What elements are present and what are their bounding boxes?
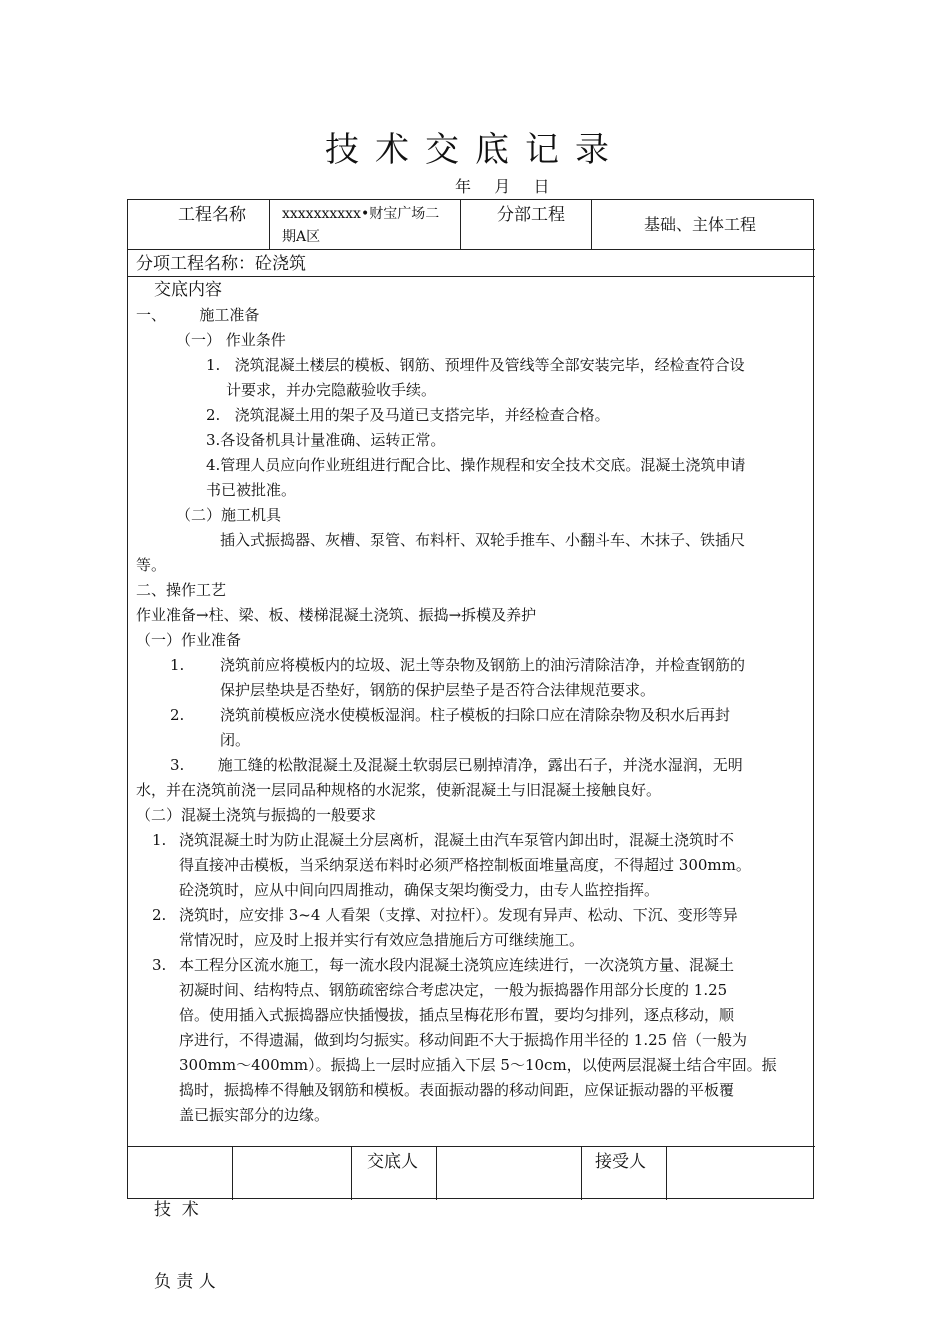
- tech-lead-label-line1: 技 术: [154, 1200, 199, 1220]
- content-heading: 交底内容: [154, 280, 222, 300]
- list-item-line: 浇筑混凝土时为防止混凝土分层离析，混凝土由汽车泵管内卸出时，混凝土浇筑时不: [179, 831, 735, 849]
- list-item-line: 3. 施工缝的松散混凝土及混凝土软弱层已剔掉清净，露出石子，并浇水湿润，无明: [170, 756, 743, 774]
- header-col-divider-2: [460, 200, 461, 249]
- list-item-number: 2.: [152, 906, 167, 924]
- list-item: [136, 828, 806, 903]
- footer-col-divider-5: [666, 1146, 667, 1200]
- list-item-line: 得直接冲击模板，当采纳泵送布料时必须严格控制板面堆量高度，不得超过 300mm。: [179, 856, 751, 874]
- header-col-divider-1: [269, 200, 270, 249]
- list-item: [136, 953, 806, 1128]
- tools-text: 插入式振捣器、灰槽、泵管、布料杆、双轮手推车、小翻斗车、木抹子、铁插尺: [220, 531, 746, 549]
- date-line: 年 月 日: [455, 177, 552, 196]
- footer-col-divider-4: [581, 1146, 582, 1200]
- list-item: [136, 653, 806, 703]
- list-item-number: 3.: [152, 956, 167, 974]
- list-item-line: 盖已振实部分的边缘。: [179, 1106, 330, 1124]
- list-item: [136, 703, 806, 753]
- list-item-line: 浇筑前模板应浇水使模板湿润。柱子模板的扫除口应在清除杂物及积水后再封: [220, 706, 731, 724]
- section-1-1-heading: （一） 作业条件: [176, 331, 286, 349]
- tech-lead-label-line2: 负 责 人: [154, 1272, 216, 1292]
- list-item-number: 1.: [152, 831, 167, 849]
- section-2-heading: 二、操作工艺: [136, 581, 227, 599]
- section-1-heading: 一、 施工准备: [136, 306, 260, 324]
- list-item-line: 浇筑前应将模板内的垃圾、泥土等杂物及钢筋上的油污清除洁净，并检查钢筋的: [220, 656, 746, 674]
- sub-project-value: 基础、主体工程: [644, 215, 757, 234]
- list-item-line: 300mm～400mm）。振捣上一层时应插入下层 5～10cm，以使两层混凝土结合牢固。振: [179, 1056, 777, 1074]
- list-item-line: 保护层垫块是否垫好，钢筋的保护层垫子是否符合法律规范要求。: [220, 681, 656, 699]
- document-title: 技术交底记录: [325, 130, 625, 170]
- project-name-value-line1: xxxxxxxxxx•财宝广场二: [282, 206, 440, 222]
- list-item-line: 本工程分区流水施工，每一流水段内混凝土浇筑应连续进行，一次浇筑方量、混凝土: [179, 956, 735, 974]
- list-item-line: 初凝时间、结构特点、钢筋疏密综合考虑决定，一般为振捣器作用部分长度的 1.25: [179, 981, 728, 999]
- record-table: [127, 199, 814, 1292]
- list-item-line: 捣时，振捣棒不得触及钢筋和模板。表面振动器的移动间距，应保证振动器的平板覆: [179, 1081, 735, 1099]
- project-name-label: 工程名称: [178, 205, 246, 225]
- list-item: [136, 903, 806, 953]
- list-item-line: 闭。: [220, 731, 251, 749]
- list-item-line: 常情况时，应及时上报并实行有效应急措施后方可继续施工。: [179, 931, 585, 949]
- item-name: 分项工程名称：砼浇筑: [136, 254, 306, 274]
- project-name-value: [282, 203, 439, 249]
- header-row-divider: [128, 249, 815, 250]
- disclosure-content: [136, 278, 806, 1128]
- condition-line: 4.管理人员应向作业班组进行配合比、操作规程和安全技术交底。混凝土浇筑申请: [206, 456, 746, 474]
- footer-col-divider-1: [232, 1146, 233, 1200]
- list-item-line: 水，并在浇筑前浇一层同品种规格的水泥浆，使新混凝土与旧混凝土接触良好。: [136, 781, 662, 799]
- list-item-line: 浇筑时，应安排 3~4 人看架（支撑、对拉杆）。发现有异声、松动、下沉、变形等异: [179, 906, 738, 924]
- condition-line: 3.各设备机具计量准确、运转正常。: [206, 431, 446, 449]
- section-2-2-heading: （二）混凝土浇筑与振捣的一般要求: [136, 806, 377, 824]
- process-flow: 作业准备→柱、梁、板、楼梯混凝土浇筑、振捣→拆模及养护: [136, 606, 537, 624]
- condition-line: 计要求，并办完隐蔽验收手续。: [226, 381, 437, 399]
- condition-line: 书已被批准。: [206, 481, 297, 499]
- section-2-1-heading: （一）作业准备: [136, 631, 242, 649]
- list-item-number: 2.: [170, 706, 185, 724]
- footer-col-divider-2: [351, 1146, 352, 1200]
- sub-project-label: 分部工程: [497, 205, 565, 225]
- item-row-divider: [128, 276, 815, 277]
- condition-line: 1. 浇筑混凝土楼层的模板、钢筋、预埋件及管线等全部安装完毕，经检查符合设: [206, 356, 745, 374]
- list-item-line: 倍。使用插入式振捣器应快插慢拔，插点呈梅花形布置，要均匀排列，逐点移动，顺: [179, 1006, 735, 1024]
- receiver-label: 接受人: [595, 1152, 646, 1172]
- tech-lead-label: [154, 1150, 216, 1342]
- section-1-2-heading: （二）施工机具: [176, 506, 282, 524]
- discloser-label: 交底人: [367, 1152, 418, 1172]
- list-item-line: 砼浇筑时，应从中间向四周推动，确保支架均衡受力，由专人监控指挥。: [179, 881, 660, 899]
- tools-text-cont: 等。: [136, 556, 167, 574]
- project-name-value-line2: 期A区: [282, 229, 321, 245]
- header-col-divider-3: [591, 200, 592, 249]
- list-item-number: 1.: [170, 656, 185, 674]
- condition-line: 2. 浇筑混凝土用的架子及马道已支搭完毕，并经检查合格。: [206, 406, 610, 424]
- list-item-line: 序进行，不得遗漏，做到均匀振实。移动间距不大于振捣作用半径的 1.25 倍（一般为: [179, 1031, 747, 1049]
- footer-col-divider-3: [436, 1146, 437, 1200]
